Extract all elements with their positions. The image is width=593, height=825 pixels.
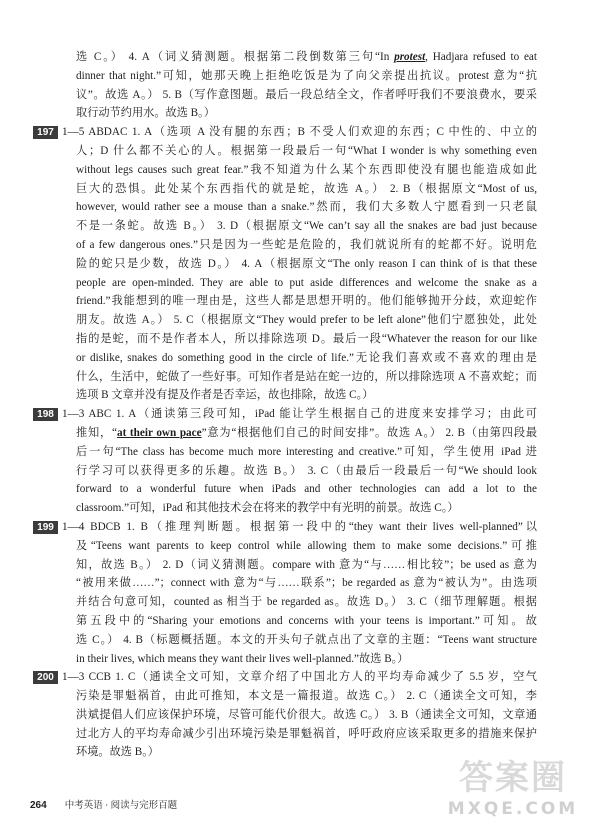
text-line xyxy=(76,537,537,556)
line-text: “被用来做……”；connect with 意为“与……联系”；be regarded as 意为“被认为”。由选项 xyxy=(76,577,537,590)
text-line xyxy=(76,706,537,725)
text-line xyxy=(76,368,537,387)
line-text: or dislike, snakes do something good in the circle of life.”无论我们喜欢或不喜欢的理由是 xyxy=(76,351,537,364)
line-text: 险的蛇只是少数，故选 D。） 4. A（根据原文“The only reason I can think of is that these xyxy=(76,257,537,270)
text-line xyxy=(76,593,537,612)
line-text: 朋友。故选 A。） 5. C（根据原文“They would prefer to be left alone”他们宁愿独处，此处 xyxy=(76,314,537,327)
answer-block-197 xyxy=(37,123,537,405)
line-text: without legs causes such great fear.”我不知道为什么某个东西即使没有腿也能造成如此 xyxy=(76,163,537,176)
line-text: 行学习可以获得更多的乐趣。故选 B。） 3. C（由最后一段最后一句“We should look xyxy=(76,464,537,477)
text-line xyxy=(76,198,537,217)
text-line xyxy=(62,123,537,142)
text-line xyxy=(76,104,537,123)
text-line xyxy=(62,668,537,687)
line-text: 不是一条蛇。故选 B。） 3. D（根据原文“We can’t say all the snakes are bad just because xyxy=(76,220,537,233)
watermark-logo xyxy=(438,758,588,820)
answer-block-199 xyxy=(37,518,537,668)
line-text: 知，故选 B。） 2. D（词义猜测题。compare with 意为“与……相比较”；be used as 意为 xyxy=(76,558,537,571)
text-line xyxy=(76,67,537,86)
line-text: 选项 B 文章并没有提及作者是否幸运，故也排除，故选 C。） xyxy=(76,389,374,402)
question-number-badge: 200 xyxy=(33,671,58,684)
line-text: 议”。故选 A。） 5. B（写作意图题。最后一段总结全文，作者呼吁我们不要浪费水，要采 xyxy=(76,88,537,101)
text-line xyxy=(76,462,537,481)
line-text: classroom.”可知，iPad 和其他技术会在将来的教学中有光明的前景。故选 C。） xyxy=(76,502,459,515)
text-line xyxy=(76,499,537,518)
text-line xyxy=(76,142,537,161)
answer-lines xyxy=(62,123,537,405)
text-line xyxy=(76,612,537,631)
text-line xyxy=(76,180,537,199)
text-line xyxy=(76,311,537,330)
line-text: 选 C。） 4. A（词义猜测题。根据第二段倒数第三句“In xyxy=(76,51,395,63)
line-text: , Hadjara refused to eat xyxy=(425,51,537,63)
text-line xyxy=(76,386,537,405)
emphasized-term: protest xyxy=(394,51,426,63)
text-line xyxy=(76,443,537,462)
answer-key-text xyxy=(37,48,538,762)
line-text: forward to a wonderful future when iPads and other technologies can add a lot to the xyxy=(76,483,537,496)
line-text: 环境。故选 B。） xyxy=(76,746,159,759)
line-text: 并结合句意可知，counted as 相当于 be regarded as。故选 D。） 3. C（细节理解题。根据 xyxy=(76,596,537,609)
line-text: 什么，生活中，蛇做了一些好事。可知作者是站在蛇一边的，所以排除选项 A 不喜欢蛇；而 xyxy=(76,370,537,383)
answer-lines xyxy=(62,405,538,518)
line-text: 1—4 BDCB 1. B（推理判断题。根据第一段中的“they want their lives well-planned”以 xyxy=(62,520,537,533)
text-line xyxy=(76,274,537,293)
line-text: ”意为“根据他们自己的时间安排”。故选 A。） 2. B（由第四段最 xyxy=(201,426,538,439)
line-text: however, would rather see a mouse than a snake.”然而，我们大多数人宁愿看到一只老鼠 xyxy=(76,201,537,214)
text-line xyxy=(76,480,537,499)
line-text: 取行动节约用水。故选 B。） xyxy=(76,107,215,120)
text-line xyxy=(76,687,537,706)
line-text: 过北方人的平均寿命减少引出环境污染是罪魁祸首，呼吁政府应该采取更多的措施来保护 xyxy=(76,727,537,740)
text-line xyxy=(62,518,537,537)
text-line xyxy=(76,631,537,650)
answer-block-200 xyxy=(37,668,537,762)
answer-lines xyxy=(62,518,537,668)
line-text: 污染是罪魁祸首，由此可推知，本文是一篇报道。故选 C。） 2. C（通读全文可知，李 xyxy=(76,690,537,703)
text-line xyxy=(76,217,537,236)
book-title: 中考英语 · 阅读与完形百题 xyxy=(64,801,178,811)
line-text: 及“Teens want parents to keep control while allowing them to make some decisions.”可推 xyxy=(76,539,537,552)
answer-lines xyxy=(62,668,537,762)
text-line xyxy=(76,743,537,762)
page-footer xyxy=(30,796,177,812)
text-line xyxy=(76,86,537,105)
text-line xyxy=(76,556,537,575)
text-line xyxy=(76,424,537,443)
text-line xyxy=(62,405,537,424)
question-number-badge: 198 xyxy=(33,408,58,421)
text-line xyxy=(76,161,537,180)
line-text: friend.”我能想到的唯一理由是，这些人都是思想开明的。他们能够抛开分歧，欢迎蛇作 xyxy=(76,295,537,308)
line-text: 1—5 ABDAC 1. A（选项 A 没有腿的东西；B 不受人们欢迎的东西；C 中性的、中立的 xyxy=(62,126,537,139)
line-text: 指的是蛇，而不是作者本人，所以排除选项 D。最后一段“Whatever the reason for our like xyxy=(76,332,537,345)
line-text: in their lives, which means they want their lives well-planned.”故选 B。） xyxy=(76,652,409,665)
text-line xyxy=(76,725,537,744)
line-text: 1—3 ABC 1. A（通读第三段可知，iPad 能让学生根据自己的进度来安排学习；由此可 xyxy=(62,408,537,421)
line-text: 人；D 什么都不关心的人。根据第一段最后一句“What I wonder is why something even xyxy=(76,144,537,157)
watermark-site: MXQE.COM xyxy=(447,799,579,819)
line-text: 1—3 CCB 1. C（通读全文可知，文章介绍了中国北方人的平均寿命减少了 5.5 岁，空气 xyxy=(62,671,537,684)
line-text: 洪斌提倡人们应该保护环境，尽管可能代价很大。故选 C。） 3. B（通读全文可知，文章通 xyxy=(76,708,537,721)
line-text: 第五段中的“Sharing your emotions and concerns with your teens is important.”可知。故 xyxy=(76,614,537,627)
emphasized-term: at their own pace xyxy=(116,426,202,439)
text-line xyxy=(76,255,537,274)
text-line xyxy=(76,349,537,368)
continued-answers xyxy=(76,48,537,123)
text-line xyxy=(76,574,537,593)
line-text: dinner that night.”可知，她那天晚上拒绝吃饭是为了向父亲提出抗议。protest 意为“抗 xyxy=(76,69,537,82)
line-text: 推知，“ xyxy=(76,426,117,439)
text-line xyxy=(76,650,537,669)
text-line xyxy=(76,292,537,311)
line-text: 后一句“The class has become much more interesting and creative.”可知，学生使用 iPad 进 xyxy=(76,445,537,458)
text-line xyxy=(76,330,537,349)
question-number-badge: 199 xyxy=(33,521,58,534)
question-number-badge: 197 xyxy=(33,126,58,139)
line-text: 巨大的恐惧。此处某个东西指代的就是蛇，故选 A。） 2. B（根据原文“Most of us, xyxy=(76,182,537,195)
answer-block-198 xyxy=(37,405,538,518)
page-number: 264 xyxy=(30,800,47,811)
text-line xyxy=(76,236,537,255)
line-text: people are open-minded. They are able to put aside differences and welcome the snake as a xyxy=(76,276,537,289)
watermark-text: 答案圈 xyxy=(459,758,567,798)
line-text: 选 C。） 4. B（标题概括题。本文的开头句子就点出了文章的主题：“Teens want structure xyxy=(76,633,537,646)
text-line xyxy=(76,48,537,67)
line-text: of a few dangerous ones.”只是因为一些蛇是危险的，我们就说所有的蛇都不好。说明危 xyxy=(76,238,537,251)
